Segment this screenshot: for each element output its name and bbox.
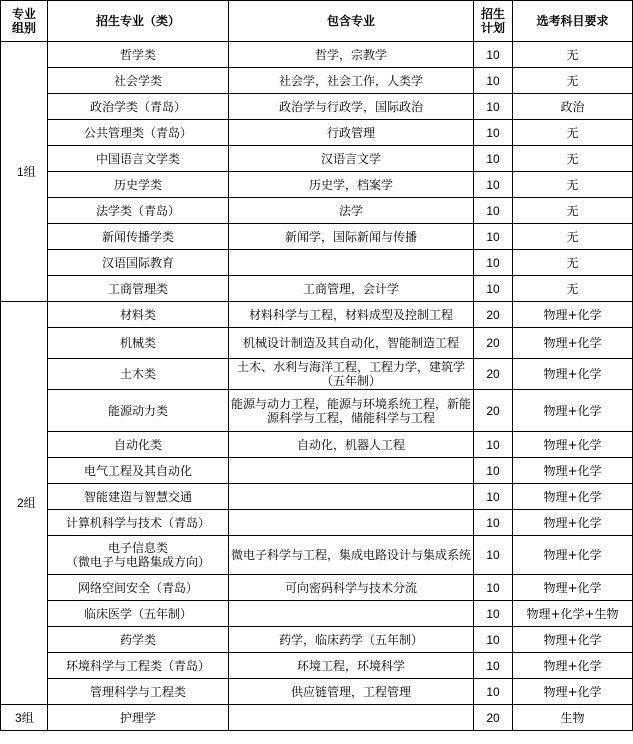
includes-cell xyxy=(229,484,474,510)
includes-cell: 可向密码科学与技术分流 xyxy=(229,575,474,601)
plan-cell: 10 xyxy=(474,575,513,601)
includes-cell: 材料科学与工程，材料成型及控制工程 xyxy=(229,302,474,328)
major-cell: 计算机科学与技术（青岛） xyxy=(48,510,229,536)
requirement-cell: 无 xyxy=(513,42,633,68)
table-row xyxy=(1,120,633,146)
includes-cell xyxy=(229,510,474,536)
header-group-line1: 专业 xyxy=(11,7,36,21)
requirement-cell: 物理+化学+生物 xyxy=(513,601,633,627)
includes-cell xyxy=(229,250,474,276)
table-row xyxy=(1,302,633,328)
includes-cell: 社会学，社会工作，人类学 xyxy=(229,68,474,94)
table-row xyxy=(1,484,633,510)
table-row xyxy=(1,328,633,359)
major-cell xyxy=(48,536,229,575)
major-line1: 电子信息类 xyxy=(107,541,168,555)
table-row xyxy=(1,250,633,276)
requirement-cell: 无 xyxy=(513,224,633,250)
requirement-cell: 政治 xyxy=(513,94,633,120)
plan-cell: 10 xyxy=(474,94,513,120)
includes-cell: 自动化，机器人工程 xyxy=(229,432,474,458)
plan-cell: 10 xyxy=(474,458,513,484)
requirement-cell: 物理+化学 xyxy=(513,575,633,601)
includes-cell: 政治学与行政学，国际政治 xyxy=(229,94,474,120)
header-group-line2: 组别 xyxy=(11,21,36,35)
includes-cell: 供应链管理，工程管理 xyxy=(229,679,474,705)
plan-cell: 10 xyxy=(474,42,513,68)
major-cell: 社会学类 xyxy=(48,68,229,94)
includes-cell: 行政管理 xyxy=(229,120,474,146)
table-row xyxy=(1,390,633,432)
major-cell: 土木类 xyxy=(48,359,229,390)
table-row xyxy=(1,575,633,601)
requirement-cell: 物理+化学 xyxy=(513,359,633,390)
includes-cell: 药学，临床药学（五年制） xyxy=(229,627,474,653)
major-cell: 网络空间安全（青岛） xyxy=(48,575,229,601)
major-cell: 历史学类 xyxy=(48,172,229,198)
plan-cell: 20 xyxy=(474,328,513,359)
includes-cell: 哲学，宗教学 xyxy=(229,42,474,68)
plan-cell: 10 xyxy=(474,68,513,94)
table-row xyxy=(1,601,633,627)
plan-cell: 10 xyxy=(474,172,513,198)
table-row xyxy=(1,536,633,575)
requirement-cell: 生物 xyxy=(513,705,633,731)
includes-cell: 历史学，档案学 xyxy=(229,172,474,198)
major-cell: 政治学类（青岛） xyxy=(48,94,229,120)
includes-cell xyxy=(229,601,474,627)
table-row xyxy=(1,359,633,390)
includes-cell xyxy=(229,705,474,731)
includes-cell: 能源与动力工程，能源与环境系统工程，新能源科学与工程，储能科学与工程 xyxy=(229,390,474,432)
requirement-cell: 物理+化学 xyxy=(513,328,633,359)
includes-cell: 微电子科学与工程，集成电路设计与集成系统 xyxy=(229,536,474,575)
requirement-cell: 无 xyxy=(513,68,633,94)
table-row xyxy=(1,653,633,679)
requirement-cell: 物理+化学 xyxy=(513,458,633,484)
header-major: 招生专业（类） xyxy=(48,1,229,42)
major-cell: 法学类（青岛） xyxy=(48,198,229,224)
requirement-cell: 物理+化学 xyxy=(513,484,633,510)
plan-cell: 10 xyxy=(474,484,513,510)
major-cell: 哲学类 xyxy=(48,42,229,68)
requirement-cell: 无 xyxy=(513,276,633,302)
requirement-cell: 物理+化学 xyxy=(513,679,633,705)
table-row xyxy=(1,432,633,458)
header-plan xyxy=(474,1,513,42)
plan-cell: 10 xyxy=(474,653,513,679)
major-cell: 中国语言文学类 xyxy=(48,146,229,172)
table-row xyxy=(1,94,633,120)
header-requirement: 选考科目要求 xyxy=(513,1,633,42)
plan-cell: 10 xyxy=(474,250,513,276)
plan-cell: 10 xyxy=(474,198,513,224)
major-cell: 临床医学（五年制） xyxy=(48,601,229,627)
plan-cell: 10 xyxy=(474,536,513,575)
header-plan-line1: 招生 xyxy=(480,7,505,21)
table-row xyxy=(1,224,633,250)
requirement-cell: 物理+化学 xyxy=(513,390,633,432)
plan-cell: 10 xyxy=(474,510,513,536)
includes-cell: 土木、水利与海洋工程，工程力学，建筑学（五年制） xyxy=(229,359,474,390)
table-row xyxy=(1,198,633,224)
plan-cell: 10 xyxy=(474,146,513,172)
major-cell: 电气工程及其自动化 xyxy=(48,458,229,484)
requirement-cell: 无 xyxy=(513,172,633,198)
plan-cell: 10 xyxy=(474,627,513,653)
header-plan-line2: 计划 xyxy=(480,21,505,35)
table-row xyxy=(1,172,633,198)
group-cell: 2组 xyxy=(1,302,48,705)
table-row xyxy=(1,627,633,653)
requirement-cell: 物理+化学 xyxy=(513,627,633,653)
header-row xyxy=(1,1,633,42)
plan-cell: 10 xyxy=(474,224,513,250)
requirement-cell: 无 xyxy=(513,146,633,172)
includes-cell: 汉语言文学 xyxy=(229,146,474,172)
table-row xyxy=(1,705,633,731)
major-cell: 新闻传播学类 xyxy=(48,224,229,250)
plan-cell: 20 xyxy=(474,390,513,432)
plan-cell: 10 xyxy=(474,120,513,146)
major-cell: 汉语国际教育 xyxy=(48,250,229,276)
major-cell: 能源动力类 xyxy=(48,390,229,432)
table-row xyxy=(1,68,633,94)
major-cell: 智能建造与智慧交通 xyxy=(48,484,229,510)
major-cell: 自动化类 xyxy=(48,432,229,458)
plan-cell: 10 xyxy=(474,432,513,458)
requirement-cell: 无 xyxy=(513,120,633,146)
requirement-cell: 物理+化学 xyxy=(513,536,633,575)
requirement-cell: 物理+化学 xyxy=(513,653,633,679)
group-cell: 1组 xyxy=(1,42,48,302)
plan-cell: 20 xyxy=(474,705,513,731)
includes-cell xyxy=(229,458,474,484)
requirement-cell: 物理+化学 xyxy=(513,302,633,328)
table-row xyxy=(1,146,633,172)
plan-cell: 20 xyxy=(474,359,513,390)
table-row xyxy=(1,510,633,536)
major-cell: 材料类 xyxy=(48,302,229,328)
table-row xyxy=(1,679,633,705)
includes-cell: 机械设计制造及其自动化，智能制造工程 xyxy=(229,328,474,359)
requirement-cell: 物理+化学 xyxy=(513,510,633,536)
header-group xyxy=(1,1,48,42)
plan-cell: 10 xyxy=(474,276,513,302)
major-cell: 环境科学与工程类（青岛） xyxy=(48,653,229,679)
includes-cell: 环境工程，环境科学 xyxy=(229,653,474,679)
requirement-cell: 无 xyxy=(513,198,633,224)
plan-cell: 20 xyxy=(474,302,513,328)
plan-cell: 10 xyxy=(474,601,513,627)
group-cell: 3组 xyxy=(1,705,48,731)
includes-cell: 工商管理，会计学 xyxy=(229,276,474,302)
major-cell: 药学类 xyxy=(48,627,229,653)
major-cell: 管理科学与工程类 xyxy=(48,679,229,705)
table-row xyxy=(1,42,633,68)
major-cell: 公共管理类（青岛） xyxy=(48,120,229,146)
major-line2: （微电子与电路集成方向） xyxy=(65,555,210,569)
major-cell: 工商管理类 xyxy=(48,276,229,302)
major-cell: 机械类 xyxy=(48,328,229,359)
header-includes: 包含专业 xyxy=(229,1,474,42)
table-row xyxy=(1,458,633,484)
includes-cell: 法学 xyxy=(229,198,474,224)
requirement-cell: 物理+化学 xyxy=(513,432,633,458)
table-row xyxy=(1,276,633,302)
requirement-cell: 无 xyxy=(513,250,633,276)
major-cell: 护理学 xyxy=(48,705,229,731)
includes-cell: 新闻学，国际新闻与传播 xyxy=(229,224,474,250)
plan-cell: 10 xyxy=(474,679,513,705)
